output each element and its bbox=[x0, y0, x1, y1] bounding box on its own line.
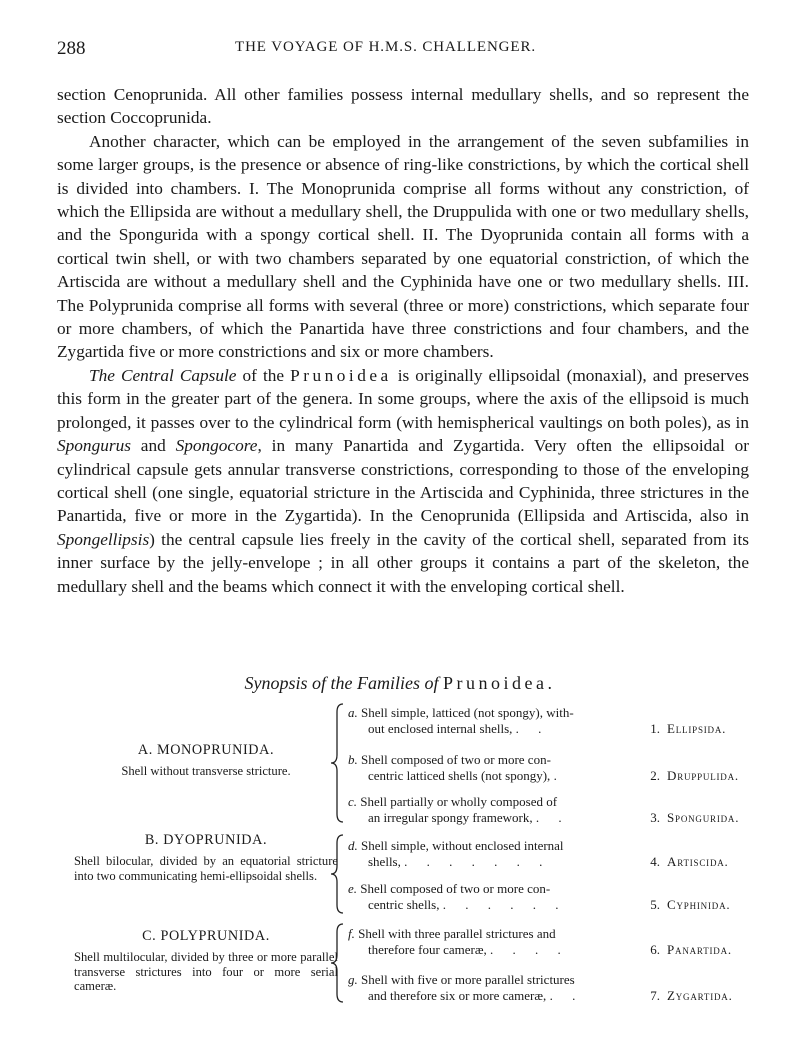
paragraph-3: The Central Capsule of the Prunoidea is originally ellipsoidal (monaxial), and preserves this form in the greater part of the genera. In some groups, where the axis of the ellipsoid is much prolonged, it passes over to the cylindrical form (with hemispherical vaultings on both poles), as in Spongurus and Spongocore, in many Panartida and Zygartida. Very often the ellipsoidal or cylindrical capsule gets annular transverse constrictions, corresponding to those of the enveloping cortical shell (one single, equatorial stricture in the Artiscida and Cyphinida, three strictures in the Panartida, five or more in the Zygartida). In the Cenoprunida (Ellipsida and Artiscida, also in Spongellipsis) the central capsule lies freely in the cavity of the cortical shell, separated from its inner surface by the jelly-envelope ; in all other groups it contains a part of the skeleton, the medullary shell and the beams which connect it with the enveloping cortical shell. bbox=[57, 365, 750, 596]
family-panartida: 6. Panartida. bbox=[650, 942, 732, 957]
brace-icon bbox=[328, 922, 346, 1004]
family-cyphinida: 5. Cyphinida. bbox=[650, 897, 731, 912]
group-dyoprunida bbox=[74, 832, 338, 883]
central-capsule-heading: The Central Capsule bbox=[89, 365, 237, 385]
synopsis-table bbox=[0, 700, 800, 1010]
genus-name: Spongocore bbox=[175, 436, 258, 456]
body-text bbox=[57, 83, 749, 598]
synopsis-item-b: b. Shell composed of two or more con- centric latticed shells (not spongy), . bbox=[348, 752, 565, 783]
family-druppulida: 2. Druppulida. bbox=[650, 768, 739, 783]
synopsis-item-a: a. Shell simple, latticed (not spongy), with- out enclosed internal shells, . . bbox=[348, 705, 574, 736]
synopsis-item-e: e. Shell composed of two or more con- centric shells, . . . . . . bbox=[348, 881, 567, 912]
family-ellipsida: 1. Ellipsida. bbox=[650, 721, 727, 736]
brace-icon bbox=[328, 702, 346, 824]
family-spongurida: 3. Spongurida. bbox=[650, 810, 740, 825]
paragraph-2: Another character, which can be employed in the arrangement of the seven subfamilies in some larger groups, is the presence or absence of ring-like constrictions, by which the cortical shell is divided into chambers. I. The Monoprunida comprise all forms without any constriction, of which the Ellipsida are without a medullary shell, the Druppulida with one or two medullary shells, and the Spongurida with a spongy cortical shell. II. The Dyoprunida contain all forms with a cortical twin shell, or with two chambers separated by one equatorial constriction, of which the Artiscida are without a medullary shell and the Cyphinida have one or two medullary shells. III. The Polyprunida comprise all forms with several (three or more) constrictions, which separate four or more chambers, of which the Panartida have three constrictions and four chambers, and the Zygartida five or more constrictions and six or more chambers. bbox=[57, 131, 749, 362]
group-description: Shell multilocular, divided by three or more parallel transverse strictures into four or more serial cameræ. bbox=[74, 950, 338, 993]
group-description: Shell bilocular, divided by an equatorial stricture into two communicating hemi-ellipsoidal shells. bbox=[74, 854, 338, 883]
group-name: B. DYOPRUNIDA. bbox=[144, 832, 268, 848]
prunoidea-term: Prunoidea bbox=[290, 365, 392, 385]
group-description: Shell without transverse stricture. bbox=[121, 764, 291, 778]
page-number: 288 bbox=[57, 38, 86, 59]
group-name: C. POLYPRUNIDA. bbox=[142, 928, 270, 944]
family-artiscida: 4. Artiscida. bbox=[650, 854, 729, 869]
page-header bbox=[57, 38, 747, 62]
family-zygartida: 7. Zygartida. bbox=[650, 988, 733, 1003]
synopsis-item-d: d. Shell simple, without enclosed internal shells, . . . . . . . bbox=[348, 838, 564, 869]
synopsis-item-g: g. Shell with five or more parallel strictures and therefore six or more cameræ, . . bbox=[348, 972, 584, 1003]
synopsis-item-f: f. Shell with three parallel strictures and therefore four cameræ, . . . . bbox=[348, 926, 569, 957]
paragraph-1: section Cenoprunida. All other families possess internal medullary shells, and so represent the section Coccoprunida. bbox=[57, 85, 749, 128]
genus-name: Spongellipsis bbox=[57, 529, 150, 549]
running-title: THE VOYAGE OF H.M.S. CHALLENGER. bbox=[235, 39, 537, 55]
brace-icon bbox=[328, 833, 346, 915]
group-name: A. MONOPRUNIDA. bbox=[137, 742, 275, 758]
group-monoprunida bbox=[74, 742, 338, 779]
synopsis-title: Synopsis of the Families of Prunoidea. bbox=[244, 673, 556, 693]
synopsis-item-c: c. Shell partially or wholly composed of an irregular spongy framework, . . bbox=[348, 794, 570, 825]
genus-name: Spongurus bbox=[57, 436, 131, 456]
group-polyprunida bbox=[74, 928, 338, 994]
